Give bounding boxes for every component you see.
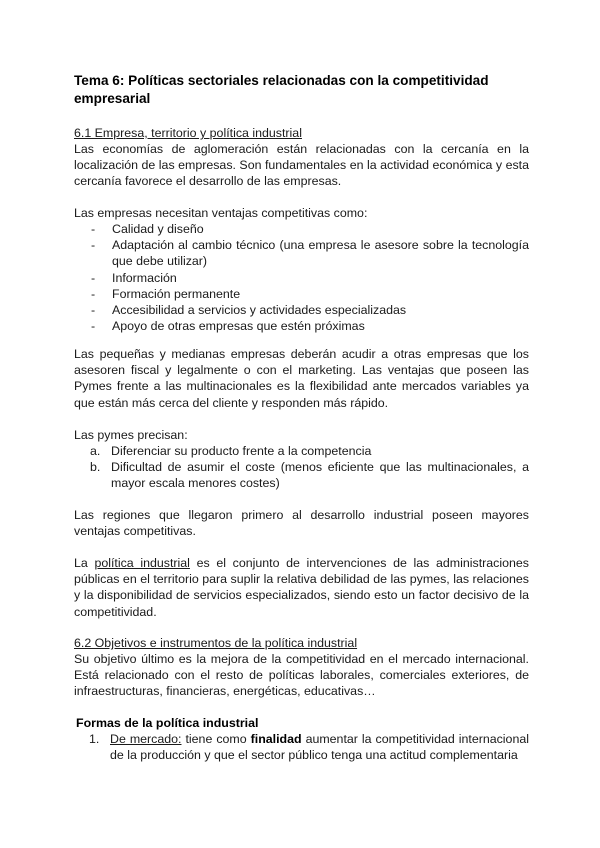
list-marker: a. — [90, 444, 101, 458]
dash-marker: - — [91, 319, 96, 334]
list-item: - Apoyo de otras empresas que estén próximas — [91, 319, 365, 334]
list-marker: 1. — [89, 732, 100, 746]
dash-marker: - — [91, 270, 96, 285]
list-item: - Calidad y diseño — [91, 222, 204, 236]
dash-marker: - — [91, 303, 96, 318]
list-item: - Accesibilidad a servicios y actividades especializadas — [91, 303, 407, 318]
politica-industrial-term: política industrial — [94, 556, 190, 570]
list-item: 1. De mercado: tiene como finalidad aumentar la competitividad internacional de la producción y que el sector público tenga una actitud complementaria — [89, 732, 529, 763]
list-item: - Información — [91, 270, 177, 285]
ventajas-list — [74, 221, 529, 334]
section-6-1-heading: 6.1 Empresa, territorio y política industrial — [74, 126, 302, 140]
paragraph-pymes-precisan: Las pymes precisan: — [74, 428, 188, 442]
list-marker: b. — [90, 460, 101, 475]
dash-marker: - — [91, 238, 96, 253]
paragraph-ventajas-intro: Las empresas necesitan ventajas competitivas como: — [74, 206, 368, 220]
dash-marker: - — [91, 222, 96, 236]
subheading-formas: Formas de la política industrial — [76, 716, 259, 730]
formas-list — [74, 731, 529, 763]
section-6-2-heading: 6.2 Objetivos e instrumentos de la política industrial — [74, 636, 358, 650]
document-title: Tema 6: Políticas sectoriales relacionadas con la competitividad empresarial — [74, 73, 489, 106]
dash-marker: - — [91, 286, 96, 301]
paragraph-regiones: Las regiones que llegaron primero al desarrollo industrial poseen mayores ventajas competitivas. — [74, 508, 529, 539]
pymes-list — [74, 443, 529, 492]
paragraph-politica-industrial: La política industrial es el conjunto de intervenciones de las administraciones públicas en el territorio para suplir la relativa debilidad de las pymes, las relaciones y la disponibilidad de servicios especializados, siendo esto un factor decisivo de la competitividad. — [74, 556, 529, 619]
list-item: a. Diferenciar su producto frente a la competencia — [90, 444, 372, 458]
finalidad-term: finalidad — [250, 732, 302, 746]
de-mercado-term: De mercado: — [110, 732, 182, 746]
list-item: b. Dificultad de asumir el coste (menos eficiente que las multinacionales, a mayor escala menores costes) — [90, 460, 529, 491]
paragraph-objetivo: Su objetivo último es la mejora de la competitividad en el mercado internacional. Está relacionado con el resto de políticas laborales, comerciales exteriores, de infraestructuras, financieras, energéticas, educativas… — [74, 652, 529, 699]
paragraph-pymes-asesoria: Las pequeñas y medianas empresas deberán acudir a otras empresas que los asesoren fiscal y legalmente o con el marketing. Las ventajas que poseen las Pymes frente a las multinacionales es la flexibilidad ante mercados variables ya que están más cerca del cliente y responden más rápido. — [74, 347, 529, 410]
paragraph-economias-aglomeracion: Las economías de aglomeración están relacionadas con la cercanía en la localización de las empresas. Son fundamentales en la actividad económica y esta cercanía favorece el desarrollo de las empresas. — [74, 142, 529, 189]
list-item: - Formación permanente — [91, 286, 241, 301]
list-item: - Adaptación al cambio técnico (una empresa le asesore sobre la tecnología que debe utilizar) — [91, 238, 529, 269]
